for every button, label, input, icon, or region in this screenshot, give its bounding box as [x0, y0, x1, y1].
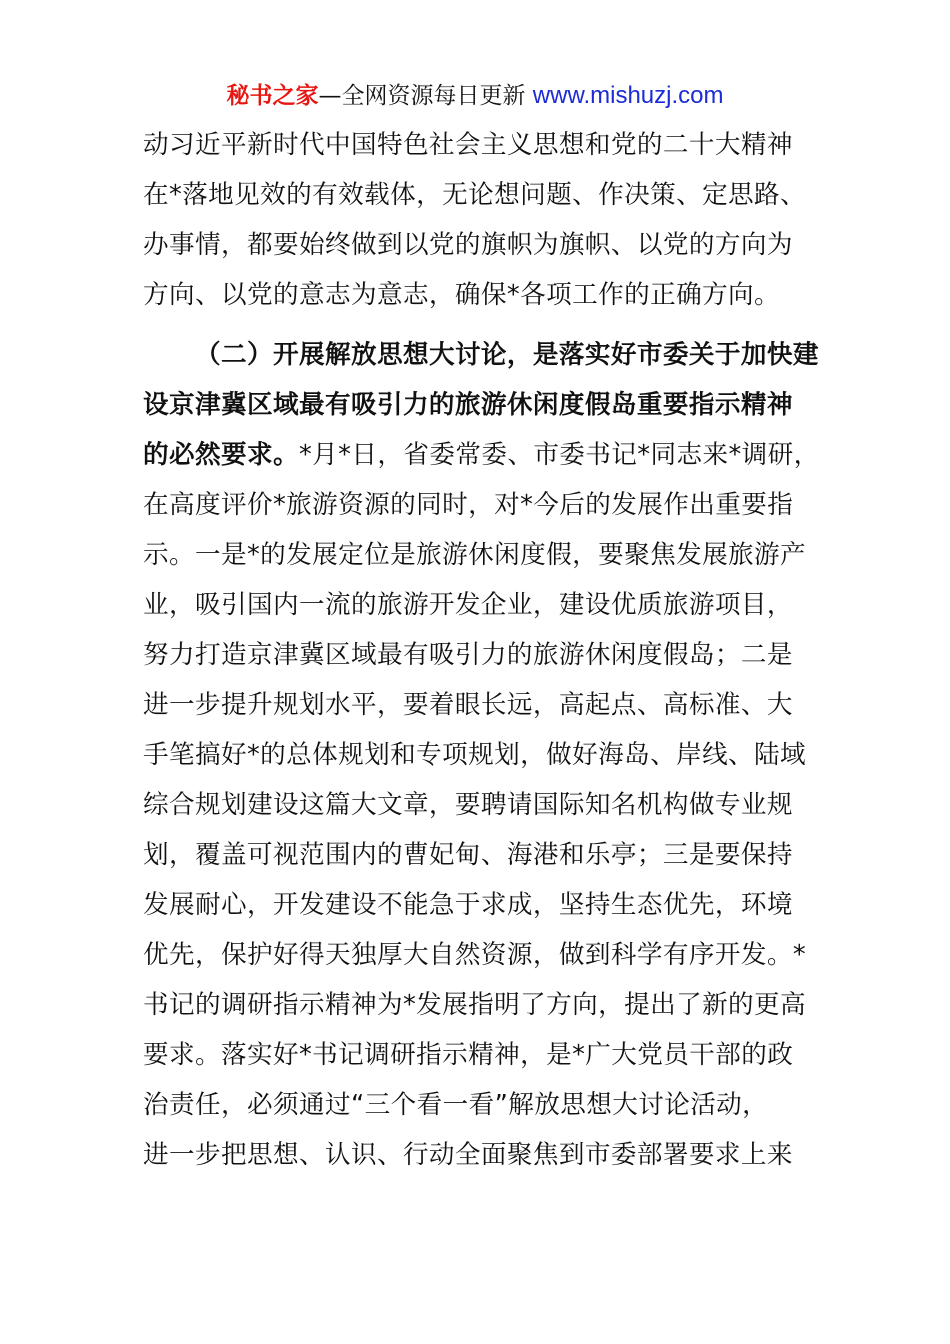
text-line: 综合规划建设这篇大文章，要聘请国际知名机构做专业规 [143, 790, 793, 820]
text-line: 要求。落实好*书记调研指示精神，是*广大党员干部的政 [143, 1040, 794, 1070]
section-heading-line: 设京津冀区域最有吸引力的旅游休闲度假岛重要指示精神 [143, 390, 793, 420]
text-line: 书记的调研指示精神为*发展指明了方向，提出了新的更高 [143, 990, 807, 1020]
text-line: 业，吸引国内一流的旅游开发企业，建设优质旅游项目， [143, 590, 793, 620]
text-line: 办事情，都要始终做到以党的旗帜为旗帜、以党的方向为 [143, 230, 793, 260]
section-heading-end: 的必然要求。 [143, 440, 299, 470]
text-line: 努力打造京津冀区域最有吸引力的旅游休闲度假岛；二是 [143, 640, 793, 670]
text-line: 进一步把思想、认识、行动全面聚焦到市委部署要求上来 [143, 1140, 793, 1170]
text-line: 动习近平新时代中国特色社会主义思想和党的二十大精神 [143, 130, 793, 160]
site-tagline: —全网资源每日更新 [318, 83, 533, 109]
text-line: 在*落地见效的有效载体，无论想问题、作决策、定思路、 [143, 180, 807, 210]
text-line [143, 430, 820, 480]
paragraph-2 [143, 330, 820, 1180]
paragraph-1 [143, 120, 811, 320]
site-brand: 秘书之家 [226, 83, 319, 109]
text-line: 在高度评价*旅游资源的同时，对*今后的发展作出重要指 [143, 490, 794, 520]
text-line: 方向、以党的意志为意志，确保*各项工作的正确方向。 [143, 280, 781, 310]
text-line: 手笔搞好*的总体规划和专项规划，做好海岛、岸线、陆域 [143, 740, 807, 770]
text-line: 示。一是*的发展定位是旅游休闲度假，要聚焦发展旅游产 [143, 540, 807, 570]
site-url-link[interactable]: www.mishuzj.com [532, 82, 724, 109]
section-heading-line: （二）开展解放思想大讨论，是落实好市委关于加快建 [195, 340, 819, 370]
text-line: 优先，保护好得天独厚大自然资源，做到科学有序开发。* [143, 940, 807, 970]
text-line: 发展耐心，开发建设不能急于求成，坚持生态优先，环境 [143, 890, 793, 920]
text-run: *月*日，省委常委、市委书记*同志来*调研， [298, 440, 820, 470]
text-line: 划，覆盖可视范围内的曹妃甸、海港和乐亭；三是要保持 [143, 840, 793, 870]
text-line: 进一步提升规划水平，要着眼长远，高起点、高标准、大 [143, 690, 793, 720]
text-line: 治责任，必须通过“三个看一看”解放思想大讨论活动， [143, 1090, 769, 1120]
document-body [143, 120, 820, 1180]
site-header [0, 80, 950, 112]
